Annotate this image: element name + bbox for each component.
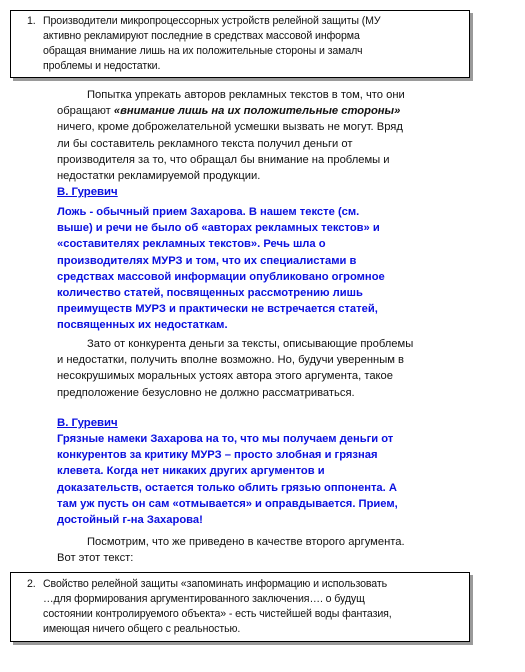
paragraph-1 (57, 87, 460, 184)
quote-line: проблемы и недостатки. (43, 60, 161, 72)
reply-line: конкурентов за критику МУРЗ – просто злобная и грязная (57, 449, 378, 462)
quote-line: Производители микропроцессорных устройств релейной защиты (МУ (43, 15, 381, 27)
quote-line: активно рекламируют последние в средствах массовой информа (43, 30, 360, 42)
paragraph-line: ничего, кроме доброжелательной усмешки вызвать не могут. Вряд (57, 121, 403, 134)
reply-line: «составителях рекламных текстов». Речь шла о (57, 238, 326, 251)
reply-line: достойный г-на Захарова! (57, 514, 203, 527)
quote-line: …для формирования аргументированного заключения…. о будущ (43, 593, 365, 605)
paragraph-line-emphasis: обращают «внимание лишь на их положительные стороны» (57, 105, 401, 118)
reply-line: выше) и речи не было об «авторах рекламных текстов» и (57, 222, 380, 235)
emphasis-quote: «внимание лишь на их положительные стороны» (113, 105, 401, 118)
quote-line: обращая внимание лишь на их положительные стороны и замалч (43, 45, 363, 57)
paragraph-3 (57, 534, 460, 566)
reply-line: там уж пусть он сам «отмывается» и оправдывается. Прием, (57, 497, 398, 510)
paragraph-line: недостатки рекламируемой продукции. (57, 170, 261, 183)
paragraph-line: предположение безусловно не должно рассматриваться. (57, 386, 355, 399)
paragraph-line: Посмотрим, что же приведено в качестве второго аргумента. (87, 536, 405, 548)
quote-line: состоянии контролируемого объекта» - есть чистейшей воды фантазия, (43, 608, 392, 620)
reply-line: посвященных их недостаткам. (57, 319, 228, 332)
quote-box-2 (10, 572, 470, 642)
paragraph-2 (57, 336, 460, 401)
reply-line: Грязные намеки Захарова на то, что мы получаем деньги от (57, 433, 394, 445)
paragraph-line: и недостатки, получить вполне возможно. Но, будучи уверенным в (57, 354, 404, 367)
quote-line: имеющая ничего общего с реальностью. (43, 623, 241, 635)
reply-line: доказательств, остается только облить грязью оппонента. А (57, 481, 397, 494)
quote-number: 2. (27, 578, 36, 590)
quote-line: Свойство релейной защиты «запоминать информацию и использовать (43, 578, 388, 590)
reply-line: производителях МУРЗ и том, что их специалистами в (57, 254, 357, 267)
reply-line: количество статей, посвященных рассмотрению лишь (57, 287, 363, 300)
paragraph-line: несокрушимых моральных устоях автора этого аргумента, такое (57, 370, 394, 383)
reply-line: клевета. Когда нет никаких других аргументов и (57, 465, 325, 478)
reply-text-2 (57, 431, 460, 528)
paragraph-line: Вот этот текст: (57, 552, 134, 565)
reply-line: средствах массовой информации опубликовано огромное (57, 270, 385, 283)
reply-line: преимуществ МУРЗ и практически не встречается статей, (57, 303, 378, 316)
paragraph-line: Зато от конкурента деньги за тексты, описывающие проблемы (87, 338, 414, 350)
reply-author-1: В. Гуревич (57, 186, 118, 198)
reply-line: Ложь - обычный прием Захарова. В нашем тексте (см. (57, 206, 360, 218)
paragraph-line: ли бы составитель рекламного текста получил деньги от (57, 137, 353, 150)
reply-text-1 (57, 204, 460, 334)
paragraph-line: производителя за то, что обращал бы внимание на проблемы и (57, 153, 390, 166)
paragraph-line: Попытка упрекать авторов рекламных текстов в том, что они (87, 89, 405, 101)
quote-number: 1. (27, 15, 36, 27)
reply-author-2: В. Гуревич (57, 417, 118, 429)
quote-box-1 (10, 10, 470, 78)
